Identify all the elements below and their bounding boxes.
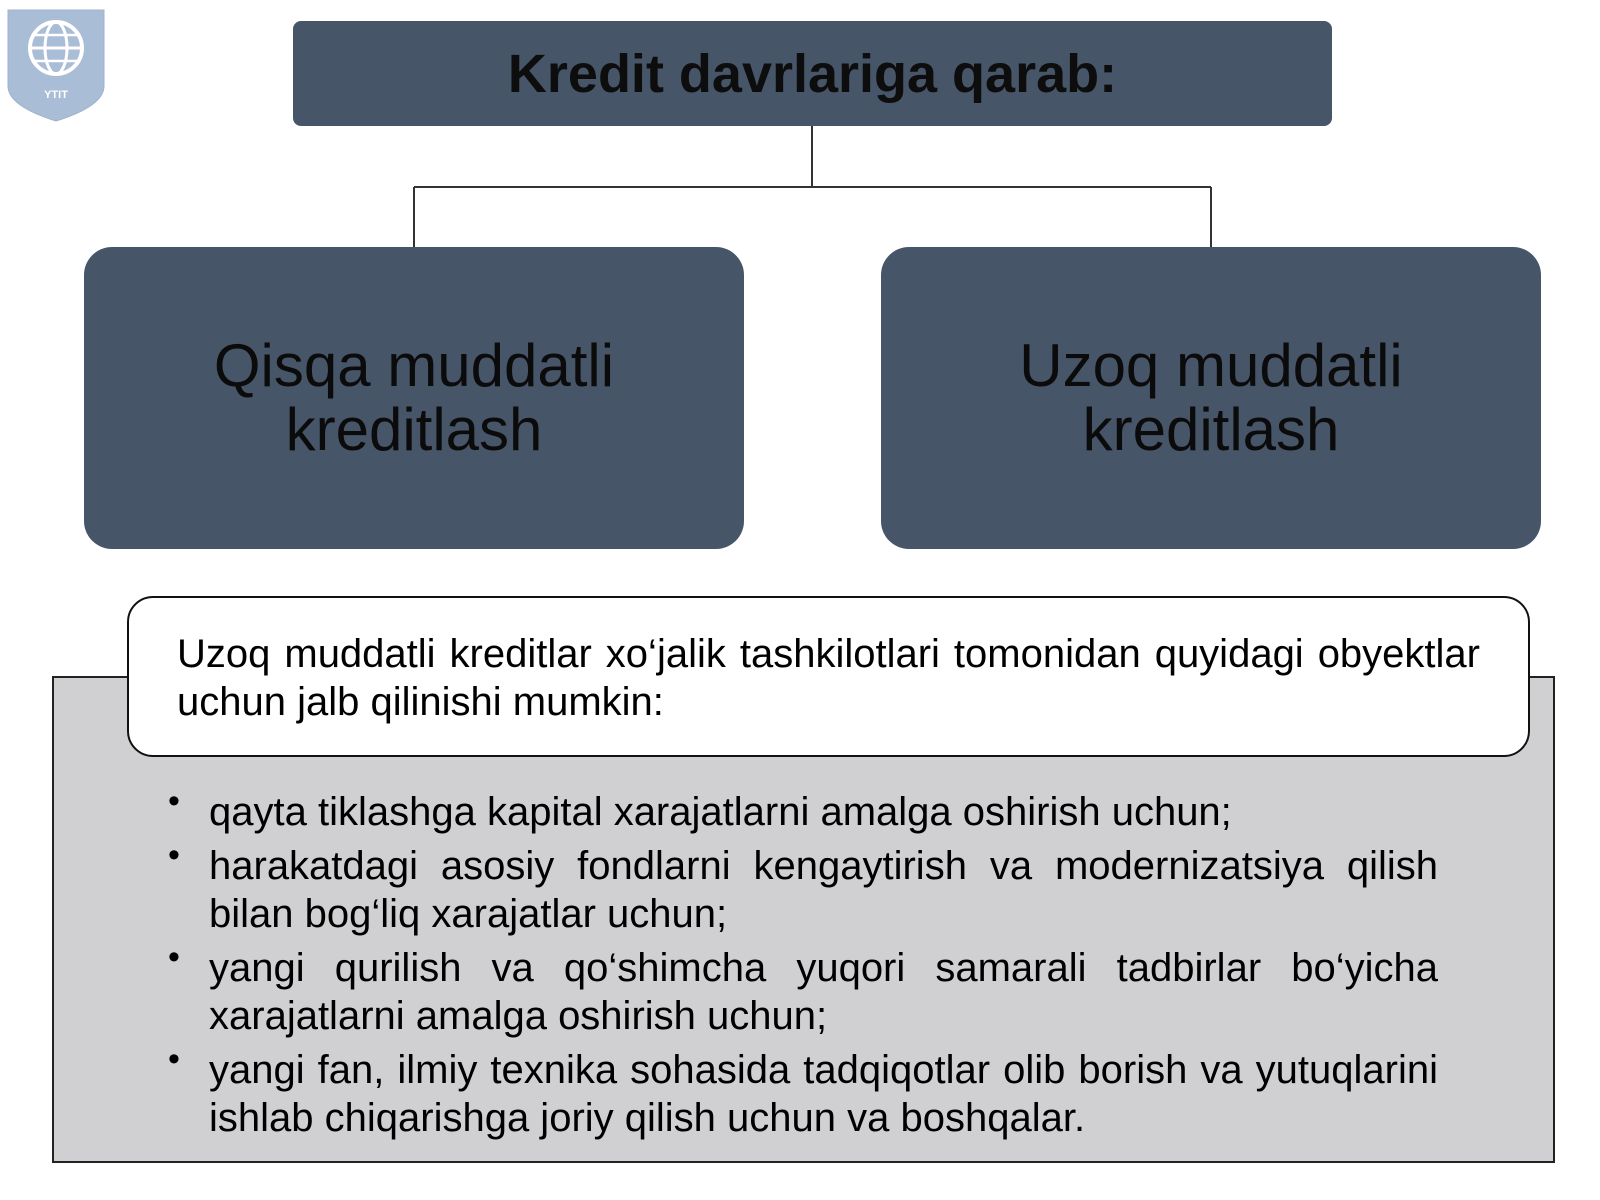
bullet-text: yangi fan, ilmiy texnika sohasida tadqiqotlar olib borish va yutuqlarini ishlab chiqarishga joriy qilish uchun va boshqalar. [209,1048,1438,1140]
bullet-list [168,782,1438,1148]
diagram-title: Kredit davrlariga qarab: [507,43,1118,104]
bullet-dot-icon: • [168,782,180,820]
bullet-dot-icon: • [168,1040,180,1078]
long-term-credit-label: Uzoq muddatli kreditlash [1019,332,1403,463]
bullet-text: harakatdagi asosiy fondlarni kengaytirish va modernizatsiya qilish bilan bog‘liq xarajatlar uchun; [209,844,1438,936]
callout-text: Uzoq muddatli kreditlar xo‘jalik tashkilotlari tomonidan quyidagi obyektlar uchun jalb qilinishi mumkin: [177,632,1480,724]
long-term-credit-box [881,247,1541,549]
bullet-text: qayta tiklashga kapital xarajatlarni amalga oshirish uchun; [209,790,1232,834]
bullet-text: yangi qurilish va qo‘shimcha yuqori samarali tadbirlar bo‘yicha xarajatlarni amalga oshirish uchun; [209,946,1438,1038]
callout-box [127,596,1530,757]
list-item [168,782,1438,836]
short-term-credit-label: Qisqa muddatli kreditlash [213,332,615,463]
connector-lines [0,0,1600,260]
list-item [168,1040,1438,1142]
list-item [168,938,1438,1040]
logo-text: YTIT [44,89,68,101]
list-item [168,836,1438,938]
short-term-credit-box [84,247,744,549]
bullet-dot-icon: • [168,836,180,874]
bullet-dot-icon: • [168,938,180,976]
